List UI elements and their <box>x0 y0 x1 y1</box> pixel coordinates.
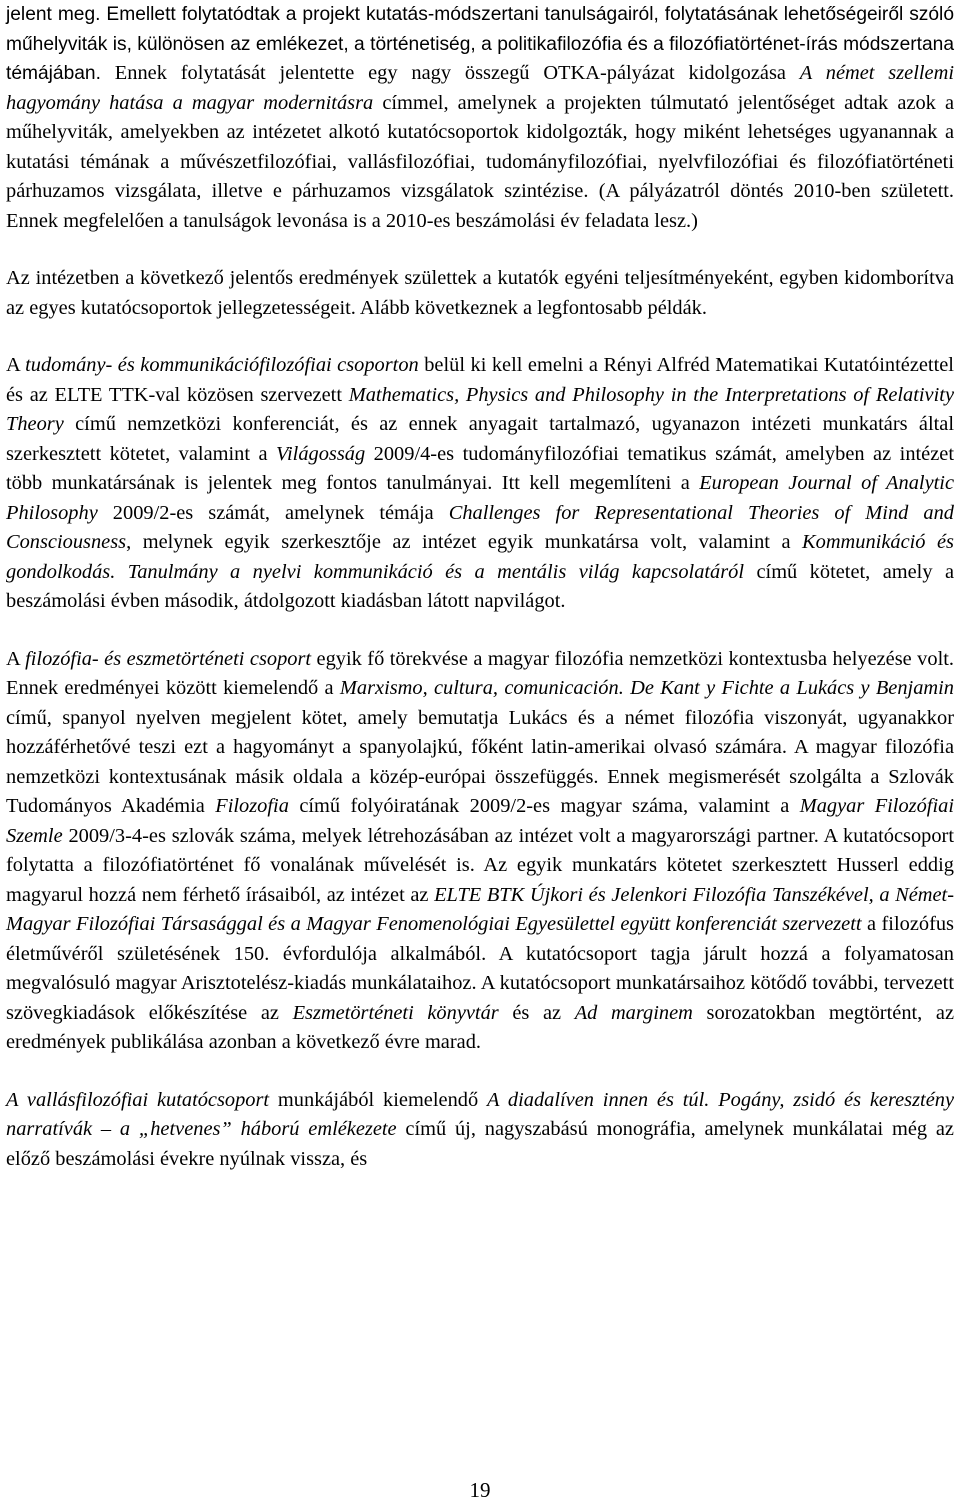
italic-text-segment: Eszmetörténeti könyvtár <box>292 1001 499 1024</box>
text-segment: jelent meg. Emellett folytatódtak a projekt kutatás-módszertani tanulságairól, folytatásának lehetőségeiről szóló műhelyviták is, különösen az emlékezet, a történetiség, a politikafilozófia és a filozófiatörténet-írás módszertana témájában. <box>6 4 954 84</box>
text-segment: a filozófus életművéről születésének 150. évfordulója alkalmából. A kutatócsoport tagja járult hozzá a folyamatosan megvalósuló magyar Arisztotelész-kiadás munkálataihoz. A kutatócsoport munkatársaihoz kötődő további, tervezett szövegkiadások előkészítése az <box>6 913 954 1024</box>
paragraph-report-intro <box>6 0 954 236</box>
text-segment: 2009/4-es tudományfilozófiai tematikus számát, amelyben az intézet több munkatársának is jelentek meg fontos tanulmányai. Itt kell megemlíteni a <box>6 442 954 494</box>
text-segment: című folyóiratának 2009/2-es magyar száma, valamint a <box>288 795 800 817</box>
paragraph-results-overview <box>6 264 954 323</box>
text-segment: munkájából kiemelendő <box>269 1088 487 1111</box>
italic-text-segment: A vallásfilozófiai kutatócsoport <box>6 1088 270 1111</box>
italic-text-segment: Challenges for Representational Theories of Mind and Consciousness <box>6 501 954 553</box>
italic-text-segment: Világosság <box>276 442 366 465</box>
text-segment: A <box>6 647 26 670</box>
text-segment: címmel, amelynek a projekten túlmutató jelentőséget adtak azok a műhelyviták, amelyekben az intézetet alkotó kutatócsoportok kidolgozták, hogy miként lehetséges ugyanannak a kutatási témának a művészetfilozófiai, vallásfilozófiai, tudományfilozófiai, nyelvfilozófiai és filozófiatörténeti párhuzamos vizsgálata, illetve e párhuzamos vizsgálatok szintézise. (A pályázatról döntés 2010-ben született. Ennek megfelelően a tanulságok levonása is a 2010-es beszámolási év feladata lesz.) <box>6 91 954 232</box>
text-segment: belül ki kell emelni a Rényi Alfréd Matematikai Kutatóintézettel és az ELTE TTK-val közösen szervezett <box>6 354 954 406</box>
text-segment: egyik fő törekvése a magyar filozófia nemzetközi kontextusba helyezése volt. Ennek eredményei között kiemelendő a <box>6 647 954 699</box>
italic-text-segment: tudomány- és kommunikációfilozófiai csoporton <box>25 354 419 376</box>
text-segment: A <box>6 354 26 376</box>
text-segment: című kötetet, amely a beszámolási évben második, átdolgozott kiadásban látott napvilágot. <box>6 560 954 612</box>
paragraph-religion-philosophy-group <box>6 1086 954 1175</box>
text-segment: című nemzetközi konferenciát, és az ennek anyagait tartalmazó, ugyanazon intézeti munkatárs által szerkesztett kötetet, valamint a <box>6 413 954 465</box>
italic-text-segment: Magyar Filozófiai Szemle <box>6 795 954 847</box>
document-page <box>6 0 954 1202</box>
text-segment: sorozatokban megtörtént, az eredmények publikálása azonban a következő évre marad. <box>6 1001 954 1053</box>
italic-text-segment: filozófia- és eszmetörténeti csoport <box>25 647 312 670</box>
text-segment: Az intézetben a következő jelentős eredmények születtek a kutatók egyéni teljesítményeként, egyben kidomborítva az egyes kutatócsoportok jellegzetességeit. Alább következnek a legfontosabb példák. <box>6 267 954 319</box>
paragraph-philosophy-history-group <box>6 645 954 1058</box>
italic-text-segment: ELTE BTK Újkori és Jelenkori Filozófia Tanszékével, a Német-Magyar Filozófiai Társasággal és a Magyar Fenomenológiai Egyesülettel együtt konferenciát szervezett <box>6 883 954 935</box>
text-segment: Ennek folytatását jelentette egy nagy összegű OTKA-pályázat kidolgozása <box>100 62 800 84</box>
italic-text-segment: A német szellemi hagyomány hatása a magyar modernitásra <box>6 62 954 114</box>
italic-text-segment: Mathematics, Physics and Philosophy in the Interpretations of Relativity Theory <box>6 383 954 435</box>
text-segment: című új, nagyszabású monográfia, amelynek munkálatai még az előző beszámolási évekre nyúlnak vissza, és <box>6 1118 954 1170</box>
italic-text-segment: A diadalíven innen és túl. Pogány, zsidó és keresztény narratívák – a „hetvenes” háború emlékezete <box>6 1088 955 1140</box>
text-segment: , melynek egyik szerkesztője az intézet egyik munkatársa volt, valamint a <box>126 531 803 553</box>
page-number: 19 <box>469 1478 491 1502</box>
paragraph-science-communication-group <box>6 351 954 617</box>
text-segment: 2009/3-4-es szlovák száma, melyek létrehozásában az intézet volt a magyarországi partner. A kutatócsoport folytatta a filozófiatörténet fő vonalának művelését is. Az egyik munkatárs kötetet szerkesztett Husserl eddig magyarul hozzá nem férhető írásaiból, az intézet az <box>6 824 954 906</box>
italic-text-segment: Kommunikáció és gondolkodás. Tanulmány a nyelvi kommunikáció és a mentális világ kapcsolatáról <box>6 531 954 583</box>
italic-text-segment: European Journal of Analytic Philosophy <box>6 472 955 524</box>
italic-text-segment: Filozofia <box>215 795 289 817</box>
italic-text-segment: Marxismo, cultura, comunicación. De Kant y Fichte a Lukács y Benjamin <box>339 677 955 699</box>
text-segment: című, spanyol nyelven megjelent kötet, amely bemutatja Lukács és a német filozófia viszonyát, ugyanakkor hozzáférhetővé teszi ezt a hagyományt a spanyolajkú, főként latin-amerikai olvasó számára. A magyar filozófia nemzetközi kontextusának másik oldala a közép-európai összefüggés. Ennek megismerését szolgálta a Szlovák Tudományos Akadémia <box>6 706 954 817</box>
text-segment: 2009/2-es számát, amelynek témája <box>97 501 449 524</box>
italic-text-segment: Ad marginem <box>574 1001 693 1024</box>
text-segment: és az <box>498 1001 575 1024</box>
